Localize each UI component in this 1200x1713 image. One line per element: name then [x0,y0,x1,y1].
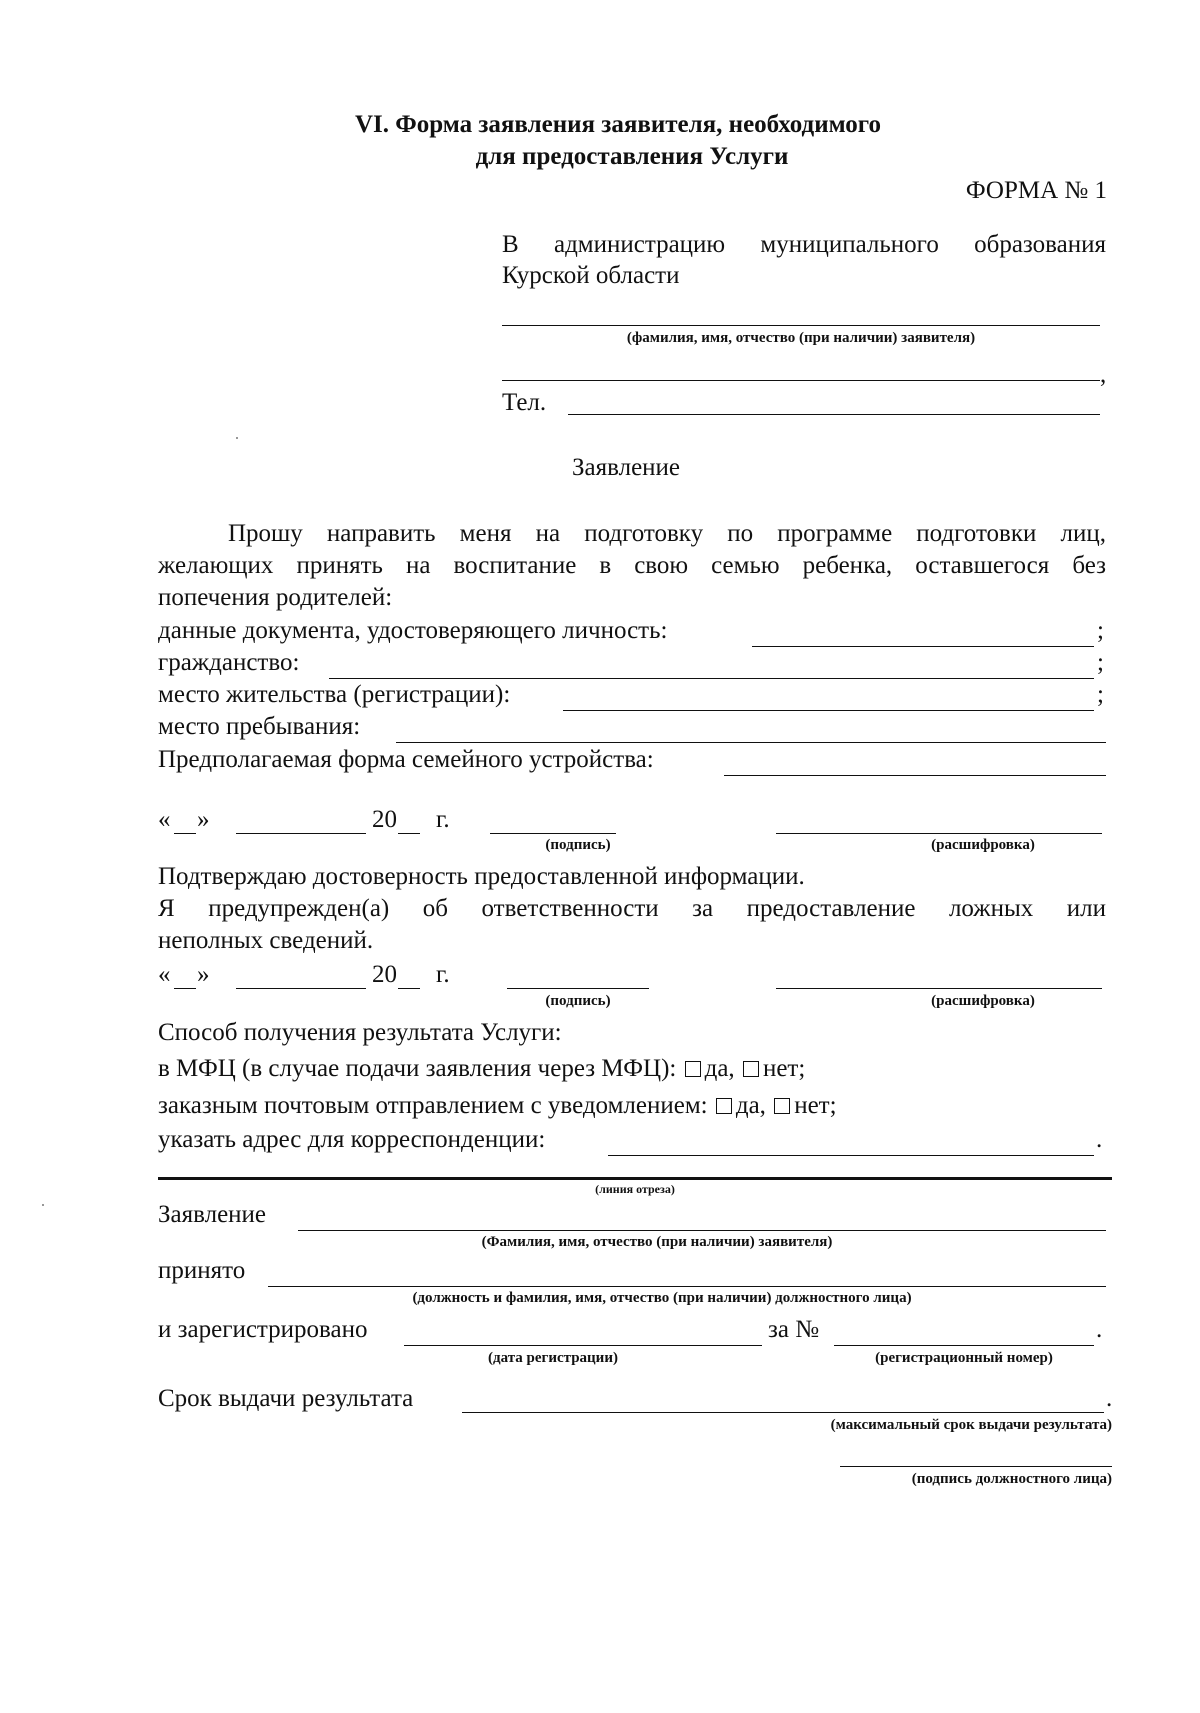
day-field-2[interactable] [174,988,196,989]
yes-label: да, [735,1092,766,1119]
decoding-field-2[interactable] [776,988,1102,989]
signature-caption: (подпись) [545,837,611,853]
receipt-deadline-label: Срок выдачи результата [158,1385,414,1412]
scan-speck [236,437,238,439]
id-document-field[interactable] [752,646,1094,647]
date-close-quote: » [197,806,210,833]
residence-field[interactable] [563,710,1094,711]
mail-no-checkbox[interactable] [774,1098,790,1114]
registration-date-caption: (дата регистрации) [488,1350,618,1366]
date-open-quote: « [158,961,171,988]
mfc-label: в МФЦ (в случае подачи заявления через МФЦ): [158,1055,677,1082]
receipt-applicant-caption: (Фамилия, имя, отчество (при наличии) заявителя) [481,1234,833,1250]
scan-speck [42,1204,44,1206]
year-prefix: 20 [372,806,397,833]
registration-number-field[interactable] [834,1345,1094,1346]
confirmation-line3: неполных сведений. [158,927,374,954]
month-field-2[interactable] [236,988,366,989]
addressee-line1: В администрацию муниципального образования [502,231,1106,258]
decoding-field[interactable] [776,833,1102,834]
form-title-line1: VI. Форма заявления заявителя, необходимого [354,111,882,138]
cut-line [158,1177,1112,1180]
statement-body-line3: попечения родителей: [158,584,393,611]
citizenship-label: гражданство: [158,649,300,676]
applicant-name-field[interactable] [502,325,1100,326]
confirmation-line1: Подтверждаю достоверность предоставленной информации. [158,863,805,890]
official-signature-field[interactable] [840,1466,1112,1467]
decoding-caption: (расшифровка) [931,837,1035,853]
official-signature-caption: (подпись должностного лица) [911,1471,1112,1487]
yes-label: да, [704,1055,735,1082]
statement-title: Заявление [572,454,681,481]
year-suffix: г. [436,961,450,988]
receipt-registered-label: и зарегистрировано [158,1316,368,1343]
receipt-accepted-label: принято [158,1257,246,1284]
mfc-no-checkbox[interactable] [743,1061,759,1077]
residence-label: место жительства (регистрации): [158,681,511,708]
date-open-quote: « [158,806,171,833]
address-field[interactable] [608,1155,1094,1156]
year-field-2[interactable] [398,988,420,989]
semicolon: ; [1097,681,1104,708]
stay-label: место пребывания: [158,713,361,740]
mail-option-row [158,1091,837,1120]
receipt-official-caption: (должность и фамилия, имя, отчество (при наличии) должностного лица) [412,1290,912,1306]
year-field[interactable] [398,833,420,834]
family-form-label: Предполагаемая форма семейного устройства: [158,746,654,773]
signature-field-2[interactable] [507,988,649,989]
receipt-statement-label: Заявление [158,1201,267,1228]
mfc-yes-checkbox[interactable] [685,1061,701,1077]
period: . [1096,1126,1103,1153]
family-form-field[interactable] [724,775,1106,776]
address-label: указать адрес для корреспонденции: [158,1126,546,1153]
applicant-extra-field[interactable] [502,380,1100,381]
receipt-official-field[interactable] [268,1286,1106,1287]
mail-yes-checkbox[interactable] [716,1098,732,1114]
phone-field[interactable] [568,414,1100,415]
form-title-line2: для предоставления Услуги [475,143,789,170]
phone-label: Тел. [502,389,547,416]
date-close-quote: » [197,961,210,988]
month-field[interactable] [236,833,366,834]
semicolon: ; [1097,649,1104,676]
result-method-title: Способ получения результата Услуги: [158,1019,562,1046]
receipt-number-label: за № [768,1316,820,1343]
addressee-line2: Курской области [502,262,680,289]
id-document-label: данные документа, удостоверяющего личность: [158,617,668,644]
signature-caption: (подпись) [545,993,611,1009]
receipt-applicant-field[interactable] [298,1230,1106,1231]
deadline-field[interactable] [462,1412,1104,1413]
confirmation-line2: Я предупрежден(а) об ответственности за предоставление ложных или [158,895,1106,922]
form-number: ФОРМА № 1 [965,177,1107,204]
citizenship-field[interactable] [329,678,1094,679]
deadline-caption: (максимальный срок выдачи результата) [830,1417,1112,1433]
period: . [1106,1385,1113,1412]
comma: , [1100,361,1107,388]
no-label: нет; [762,1055,806,1082]
registration-number-caption: (регистрационный номер) [875,1350,1053,1366]
year-suffix: г. [436,806,450,833]
period: . [1096,1316,1103,1343]
day-field[interactable] [174,833,196,834]
semicolon: ; [1097,617,1104,644]
stay-field[interactable] [396,742,1106,743]
decoding-caption: (расшифровка) [931,993,1035,1009]
no-label: нет; [794,1092,837,1119]
mfc-option-row [158,1054,805,1083]
statement-body-line2: желающих принять на воспитание в свою семью ребенка, оставшегося без [158,552,1106,579]
signature-field[interactable] [490,833,616,834]
statement-body-line1: Прошу направить меня на подготовку по программе подготовки лиц, [228,520,1106,547]
mail-label: заказным почтовым отправлением с уведомлением: [158,1092,708,1119]
registration-date-field[interactable] [404,1345,762,1346]
year-prefix: 20 [372,961,397,988]
applicant-name-caption: (фамилия, имя, отчество (при наличии) заявителя) [626,330,976,346]
cut-line-caption: (линия отреза) [595,1182,675,1196]
